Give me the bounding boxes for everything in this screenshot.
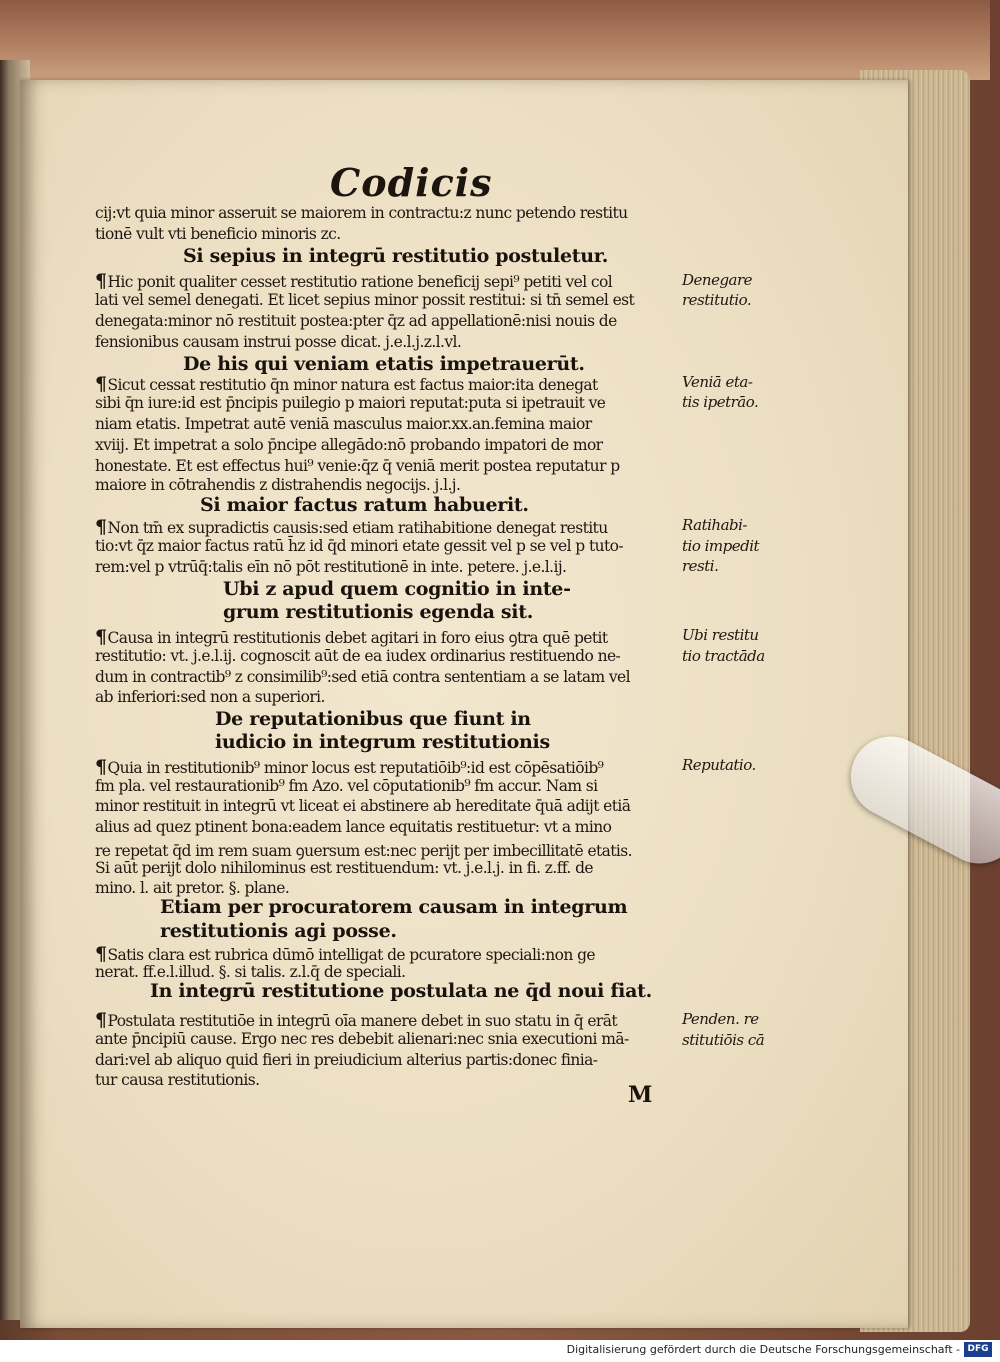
text-span: iudicio in integrum restitutionis (215, 731, 550, 753)
body-line (95, 291, 634, 309)
text-span: rem:vel p vtrūq̄:talis eīn nō pōt restitutionē in inte. petere. j.e.l.ij. (95, 558, 567, 576)
text-span: Quia in restitutionib⁹ minor locus est reputatiōib⁹:id est cōpēsatiōib⁹ (107, 759, 604, 777)
text-span: minor restituit in integrū vt liceat ei abstinere ab hereditate q̄uā adijt etiā (95, 797, 631, 815)
text-span: tio:vt q̄z maior factus ratū h̄z id q̄d minori etate gessit vel p se vel p tuto- (95, 537, 623, 555)
text-span: ante p̄ncipiū cause. Ergo nec res debebit alienari:nec snia executioni mā- (95, 1030, 629, 1048)
text-span: tis ipetrāo. (682, 393, 759, 411)
text-span: nerat. ff.e.l.illud. §. si talis. z.l.q̄ de speciali. (95, 963, 406, 981)
body-line (95, 626, 607, 648)
marginal-note (682, 271, 752, 289)
section-heading (183, 353, 585, 375)
text-span: niam etatis. Impetrat autē veniā masculus maior.xx.an.femina maior (95, 415, 592, 433)
pilcrow-mark: ¶ (95, 1009, 107, 1031)
text-span: maiore in cōtrahendis z distrahendis negocijs. j.l.j. (95, 476, 461, 494)
body-line (95, 943, 595, 965)
text-span: ab inferiori:sed non a superiori. (95, 688, 325, 706)
body-line (95, 436, 603, 454)
pilcrow-mark: ¶ (95, 270, 107, 292)
marginal-note (682, 1031, 764, 1049)
marginal-note (682, 1010, 759, 1028)
marginal-note (682, 756, 756, 774)
text-span: re repetat q̄d im rem suam ꝯuersum est:nec perijt per imbecillitatē etatis. (95, 842, 632, 860)
text-span: fensionibus causam instrui posse dicat. j.e.l.j.z.l.vl. (95, 333, 462, 351)
text-span: dari:vel ab aliquo quid fieri in preiudicium alterius partis:donec finia- (95, 1051, 598, 1069)
section-heading (160, 896, 627, 918)
section-heading (223, 601, 533, 623)
text-span: alius ad quez ptinent bona:eadem lance equitatis restituetur: vt a mino (95, 818, 612, 836)
marginal-note (682, 537, 759, 555)
text-span: Ratihabi- (682, 516, 747, 534)
text-span: De reputationibus que fiunt in (215, 708, 531, 730)
text-span: lati vel semel denegati. Et licet sepius minor possit restitui: si tn̄ semel est (95, 291, 635, 309)
pilcrow-mark: ¶ (95, 373, 107, 395)
body-line (95, 333, 461, 351)
section-heading (215, 708, 531, 730)
section-heading (160, 920, 397, 942)
section-heading (150, 980, 652, 1002)
text-span: De his qui veniam etatis impetrauerūt. (183, 353, 585, 375)
text-span: Etiam per procuratorem causam in integrum (160, 896, 628, 918)
body-line (95, 797, 630, 815)
text-span: Satis clara est rubrica dūmō intelligat de pcuratore speciali:non ge (107, 946, 596, 964)
pilcrow-mark: ¶ (95, 626, 107, 648)
body-line (95, 415, 592, 433)
body-line (95, 688, 325, 706)
text-span: restitutio: vt. j.e.l.ij. cognoscit aūt de ea iudex ordinarius restituendo ne- (95, 647, 621, 665)
marginal-note (682, 557, 718, 575)
marginal-note (682, 516, 747, 534)
body-line (95, 270, 612, 292)
book-top-edge (0, 0, 990, 80)
body-line (95, 647, 620, 665)
body-line (95, 963, 405, 981)
body-line (95, 558, 566, 576)
body-line (95, 394, 605, 412)
body-line (95, 312, 617, 330)
text-span: Postulata restitutiōe in integrū oīa manere debet in suo statu in q̄ erāt (107, 1012, 617, 1030)
marginal-note (682, 647, 765, 665)
text-span: Sicut cessat restitutio q̄n minor natura est factus maior:ita denegat (107, 376, 598, 394)
body-line (95, 457, 620, 475)
marginal-note (682, 373, 752, 391)
body-line (95, 516, 608, 538)
marginal-note (682, 626, 759, 644)
section-heading (200, 494, 529, 516)
footer-credit: Digitalisierung gefördert durch die Deutsche Forschungsgemeinschaft - (566, 1343, 960, 1356)
text-span: Hic ponit qualiter cesset restitutio ratione beneficij sepi⁹ petiti vel col (107, 273, 613, 291)
text-span: Reputatio. (682, 756, 756, 774)
text-span: Denegare (682, 271, 753, 289)
body-line (95, 1009, 617, 1031)
text-span: cij:vt quia minor asseruit se maiorem in contractu:z nunc petendo restitu (95, 204, 628, 222)
text-span: grum restitutionis egenda sit. (223, 601, 534, 623)
text-span: denegata:minor nō restituit postea:pter q̄z ad appellationē:nisi nouis de (95, 312, 617, 330)
body-line (95, 839, 632, 861)
pilcrow-mark: ¶ (95, 943, 107, 965)
text-span: sibi q̄n iure:id est p̄ncipis puilegio p maiori reputat:puta si ipetrauit ve (95, 394, 606, 412)
dfg-logo: DFG (964, 1342, 992, 1357)
text-span: Si aūt perijt dolo nihilominus est restituendum: vt. j.e.l.j. in fi. z.ff. de (95, 859, 593, 877)
pilcrow-mark: ¶ (95, 756, 107, 778)
section-heading (215, 731, 550, 753)
body-line (95, 1030, 629, 1048)
text-span: stitutiōis cā (682, 1031, 765, 1049)
text-span: Penden. re (682, 1010, 759, 1028)
text-span: Ubi restitu (682, 626, 759, 644)
text-span: resti. (682, 557, 719, 575)
text-span: restitutionis agi posse. (160, 920, 397, 942)
body-line (95, 879, 289, 897)
signature-mark: M (628, 1082, 653, 1108)
text-span: xviij. Et impetrat a solo p̄ncipe allegādo:nō probando impatori de mor (95, 436, 603, 454)
text-span: mino. l. ait pretor. §. plane. (95, 879, 290, 897)
body-line (95, 777, 598, 795)
body-line (95, 756, 603, 778)
body-line (95, 818, 611, 836)
body-line (95, 668, 630, 686)
body-line (95, 225, 341, 243)
body-line (95, 1071, 259, 1089)
pilcrow-mark: ¶ (95, 516, 107, 538)
body-line (95, 859, 593, 877)
text-span: honestate. Et est effectus hui⁹ venie:q̄z q̄ veniā merit postea reputatur p (95, 457, 620, 475)
body-line (95, 1051, 597, 1069)
text-span: tio tractāda (682, 647, 765, 665)
text-span: Si maior factus ratum habuerit. (200, 494, 529, 516)
text-span: tio impedit (682, 537, 760, 555)
body-line (95, 537, 623, 555)
running-header: Codicis (330, 160, 493, 205)
text-span: In integrū restitutione postulata ne q̄d noui fiat. (150, 980, 652, 1002)
text-span: tur causa restitutionis. (95, 1071, 260, 1089)
marginal-note (682, 291, 751, 309)
body-line (95, 476, 460, 494)
section-heading (183, 245, 608, 267)
section-heading (223, 578, 571, 600)
text-span: Veniā eta- (682, 373, 753, 391)
body-line (95, 373, 598, 395)
text-span: fm pla. vel restaurationib⁹ fm Azo. vel cōputationib⁹ fm accur. Nam si (95, 777, 598, 795)
text-span: tionē vult vti beneficio minoris zc. (95, 225, 341, 243)
text-span: dum in contractib⁹ z consimilib⁹:sed etiā contra sententiam a se latam vel (95, 668, 630, 686)
text-span: Causa in integrū restitutionis debet agitari in foro eius ꝯtra quē petit (107, 629, 608, 647)
text-span: Non tm̄ ex supradictis causis:sed etiam ratihabitione denegat restitu (107, 519, 608, 537)
marginal-note (682, 393, 758, 411)
text-span: Ubi z apud quem cognitio in inte- (223, 578, 571, 600)
text-span: restitutio. (682, 291, 752, 309)
text-span: Si sepius in integrū restitutio postuletur. (183, 245, 609, 267)
body-line (95, 204, 628, 222)
